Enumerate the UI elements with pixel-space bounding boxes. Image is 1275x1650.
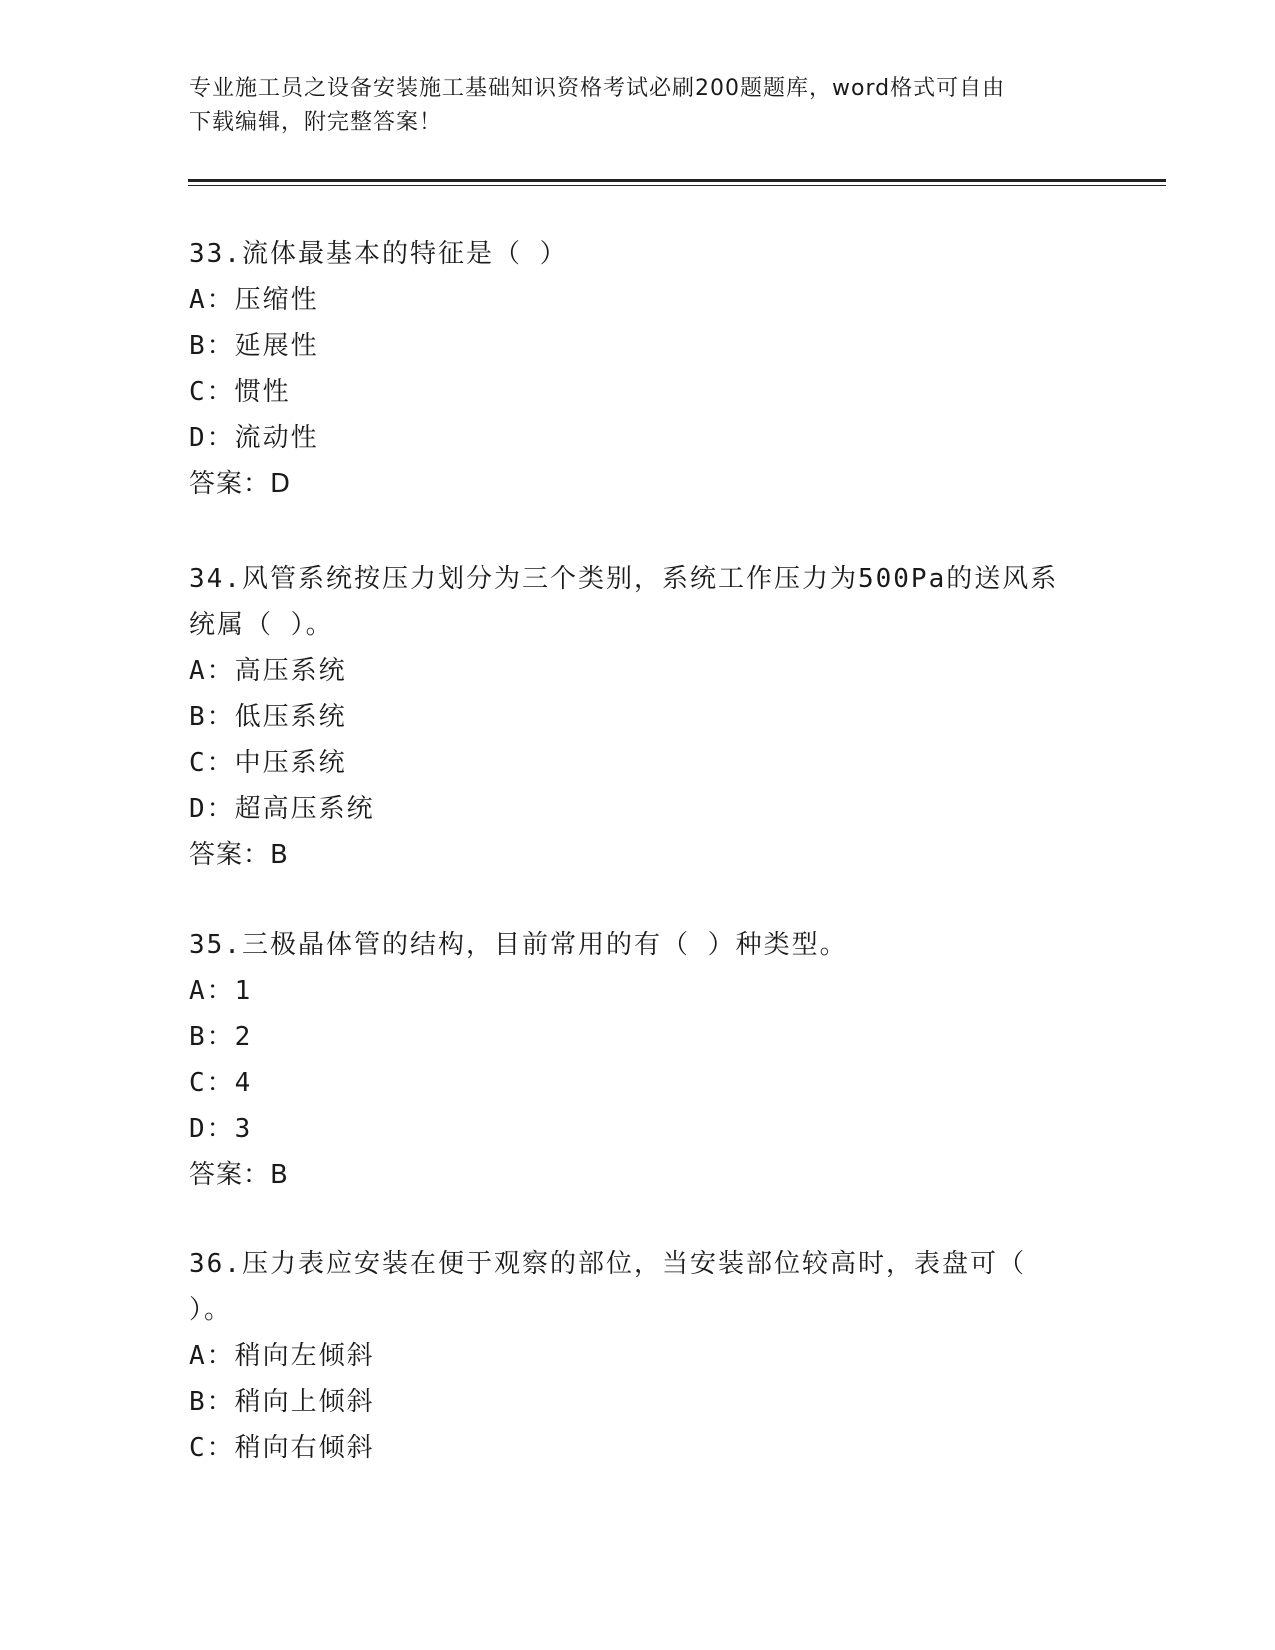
option-a: A：压缩性 (189, 285, 319, 315)
option-a: A：高压系统 (189, 656, 347, 686)
question-36 (189, 1241, 1089, 1471)
question-stem-line-2: ）。 (189, 1295, 233, 1325)
question-34 (189, 556, 1089, 878)
option-c: C：中压系统 (189, 748, 347, 778)
option-d: D：3 (189, 1114, 253, 1144)
header-divider-thick (188, 179, 1166, 182)
option-c: C：惯性 (189, 377, 291, 407)
option-b: B：延展性 (189, 331, 319, 361)
question-stem-line-1: 34.风管系统按压力划分为三个类别，系统工作压力为500Pa的送风系 (189, 564, 1059, 594)
option-a: A：稍向左倾斜 (189, 1341, 375, 1371)
option-d: D：超高压系统 (189, 794, 375, 824)
option-a: A：1 (189, 976, 253, 1006)
answer: 答案：B (189, 1160, 289, 1190)
option-c: C：4 (189, 1068, 253, 1098)
question-stem-line-2: 统属（ ）。 (189, 610, 334, 640)
answer: 答案：B (189, 840, 289, 870)
question-stem: 35.三极晶体管的结构，目前常用的有（ ）种类型。 (189, 930, 848, 960)
option-d: D：流动性 (189, 423, 319, 453)
document-header (189, 72, 1089, 140)
question-33 (189, 231, 1089, 507)
question-stem-line-1: 36.压力表应安装在便于观察的部位，当安装部位较高时，表盘可（ (189, 1249, 1026, 1279)
header-divider-thin (188, 185, 1166, 186)
answer: 答案：D (189, 469, 292, 499)
option-b: B：低压系统 (189, 702, 347, 732)
question-35 (189, 922, 1089, 1198)
option-c: C：稍向右倾斜 (189, 1433, 375, 1463)
option-b: B：2 (189, 1022, 253, 1052)
header-line-1: 专业施工员之设备安装施工基础知识资格考试必刷200题题库，word格式可自由 (189, 76, 1006, 101)
header-line-2: 下载编辑，附完整答案！ (189, 110, 443, 135)
question-stem: 33.流体最基本的特征是（ ） (189, 239, 568, 269)
option-b: B：稍向上倾斜 (189, 1387, 375, 1417)
